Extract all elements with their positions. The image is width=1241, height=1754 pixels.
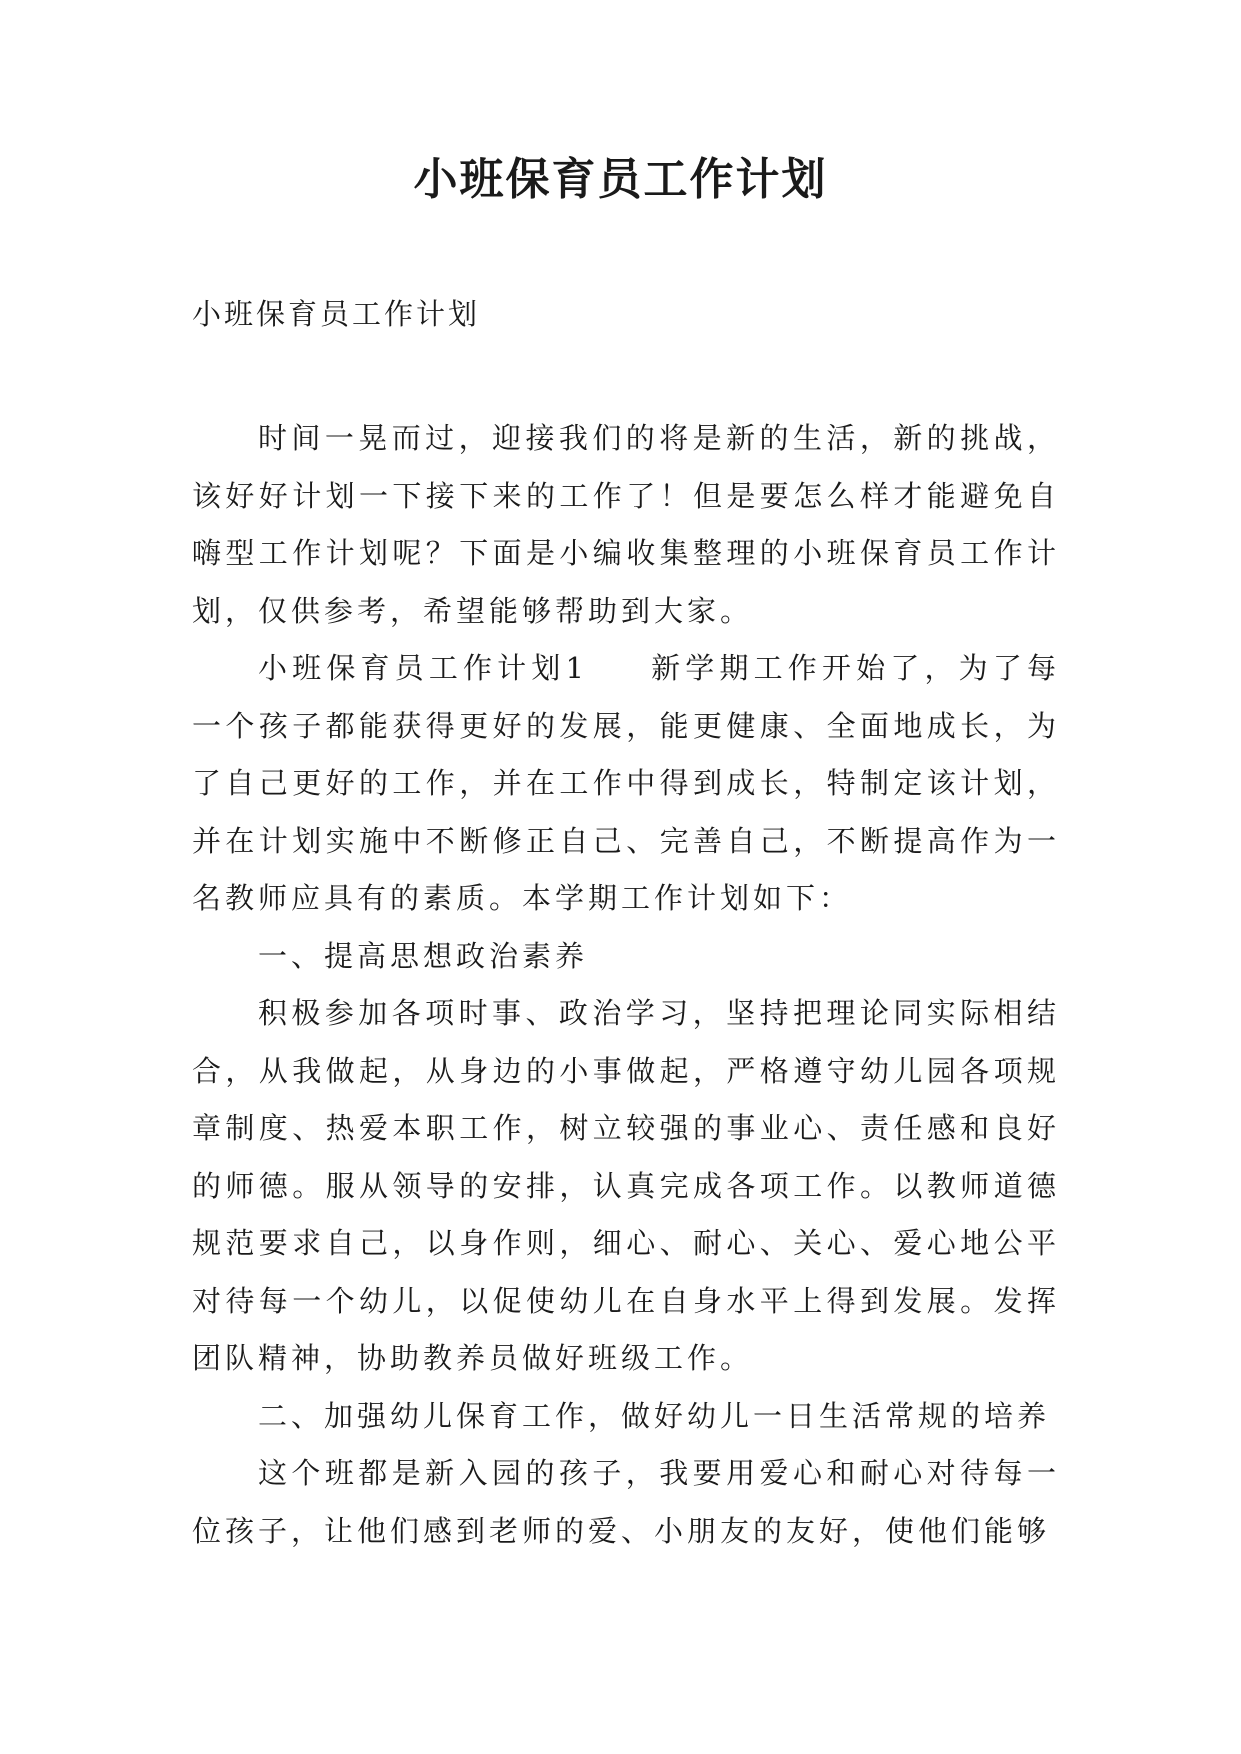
section-heading-2: 二、加强幼儿保育工作，做好幼儿一日生活常规的培养: [258, 1398, 1051, 1433]
plan-1-paragraph: [192, 640, 1060, 928]
document-subtitle: 小班保育员工作计划: [192, 297, 481, 331]
section-2-paragraph: 这个班都是新入园的孩子，我要用爱心和耐心对待每一位孩子，让他们感到老师的爱、小朋友的友好，使他们能够: [192, 1456, 1060, 1548]
section-1-paragraph: 积极参加各项时事、政治学习，坚持把理论同实际相结合，从我做起，从身边的小事做起，严格遵守幼儿园各项规章制度、热爱本职工作，树立较强的事业心、责任感和良好的师德。服从领导的安排，认真完成各项工作。以教师道德规范要求自己，以身作则，细心、耐心、关心、爱心地公平对待每一个幼儿，以促使幼儿在自身水平上得到发展。发挥团队精神，协助教养员做好班级工作。: [192, 996, 1060, 1375]
section-heading-1: 一、提高思想政治素养: [258, 938, 589, 973]
document-title: 小班保育员工作计划: [413, 154, 828, 205]
document-body: [192, 410, 1060, 1560]
plan-1-text: 新学期工作开始了，为了每一个孩子都能获得更好的发展，能更健康、全面地成长，为了自己更好的工作，并在工作中得到成长，特制定该计划，并在计划实施中不断修正自己、完善自己，不断提高作为一名教师应具有的素质。本学期工作计划如下：: [192, 651, 1060, 915]
plan-1-heading: 小班保育员工作计划1: [258, 651, 588, 685]
intro-paragraph: 时间一晃而过，迎接我们的将是新的生活，新的挑战，该好好计划一下接下来的工作了！但是要怎么样才能避免自嗨型工作计划呢？下面是小编收集整理的小班保育员工作计划，仅供参考，希望能够帮助到大家。: [192, 421, 1060, 628]
